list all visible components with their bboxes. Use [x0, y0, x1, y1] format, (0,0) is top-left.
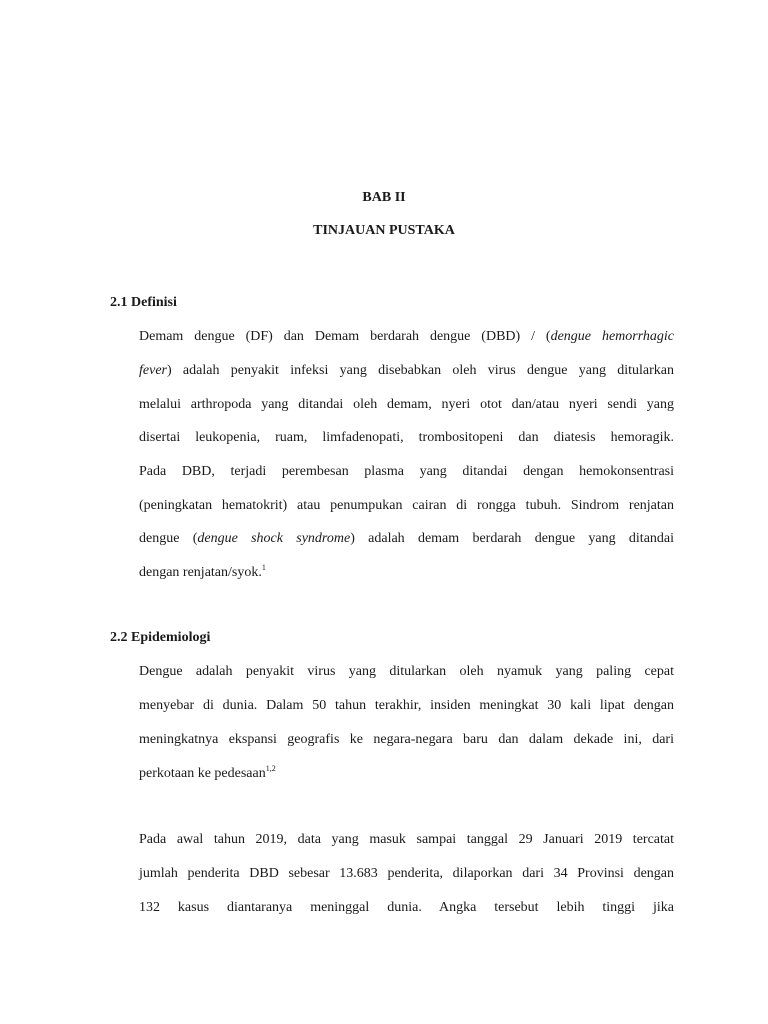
epidemiologi-line-3: meningkatnya ekspansi geografis ke negara-negara baru dan dalam dekade ini, dari: [139, 732, 674, 747]
section-heading-epidemiologi: 2.2 Epidemiologi: [110, 630, 211, 645]
text-run: ) adalah penyakit infeksi yang disebabkan oleh virus dengue yang ditularkan: [166, 363, 674, 378]
definisi-line-8: [139, 564, 674, 582]
footnote-ref: 1: [261, 563, 266, 572]
epidemiologi-para2-line-1: Pada awal tahun 2019, data yang masuk sampai tanggal 29 Januari 2019 tercatat: [139, 832, 674, 847]
text-run: ) adalah demam berdarah dengue yang ditandai: [350, 531, 675, 546]
epidemiologi-line-2: menyebar di dunia. Dalam 50 tahun terakhir, insiden meningkat 30 kali lipat dengan: [139, 698, 674, 713]
definisi-line-5: Pada DBD, terjadi perembesan plasma yang ditandai dengan hemokonsentrasi: [139, 464, 674, 479]
section-heading-definisi: 2.1 Definisi: [110, 295, 177, 310]
footnote-ref: 1,2: [265, 764, 276, 773]
epidemiologi-line-4: [139, 765, 674, 783]
epidemiologi-para2-line-2: jumlah penderita DBD sebesar 13.683 penderita, dilaporkan dari 34 Provinsi dengan: [139, 866, 674, 881]
chapter-title: TINJAUAN PUSTAKA: [313, 223, 455, 238]
italic-run: fever: [139, 363, 167, 378]
italic-run: dengue hemorrhagic: [550, 329, 675, 344]
definisi-line-4: disertai leukopenia, ruam, limfadenopati, trombositopeni dan diatesis hemoragik.: [139, 430, 674, 445]
definisi-line-1: [139, 328, 674, 346]
text-run: perkotaan ke pedesaan: [139, 766, 266, 781]
text-run: Demam dengue (DF) dan Demam berdarah dengue (DBD) / (: [139, 329, 551, 344]
epidemiologi-para2-line-3: 132 kasus diantaranya meninggal dunia. Angka tersebut lebih tinggi jika: [139, 900, 674, 915]
definisi-line-6: (peningkatan hematokrit) atau penumpukan cairan di rongga tubuh. Sindrom renjatan: [139, 498, 674, 513]
definisi-line-3: melalui arthropoda yang ditandai oleh demam, nyeri otot dan/atau nyeri sendi yang: [139, 397, 674, 412]
definisi-line-7: [139, 530, 674, 548]
text-run: dengan renjatan/syok.: [139, 565, 262, 580]
chapter-label: BAB II: [362, 190, 406, 205]
epidemiologi-line-1: Dengue adalah penyakit virus yang ditularkan oleh nyamuk yang paling cepat: [139, 664, 674, 679]
definisi-line-2: [139, 362, 674, 380]
text-run: dengue (: [139, 531, 198, 546]
italic-run: dengue shock syndrome: [197, 531, 351, 546]
